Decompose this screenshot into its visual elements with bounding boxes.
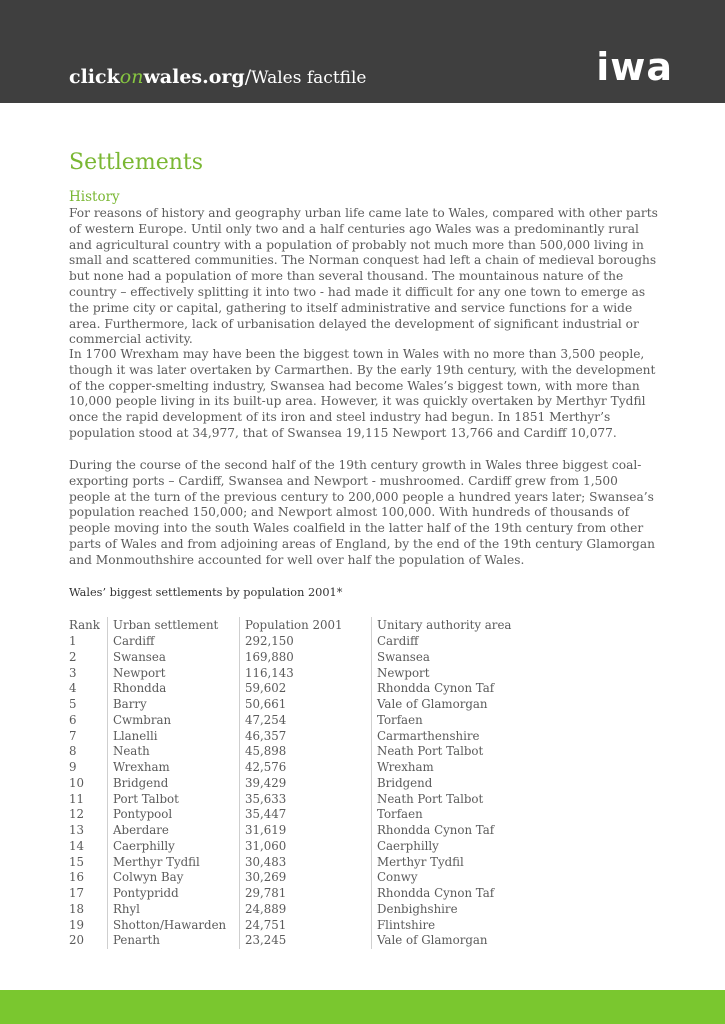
table-body — [69, 634, 529, 949]
cell-settlement: Pontypridd — [108, 886, 240, 902]
cell-authority: Denbighshire — [372, 902, 530, 918]
cell-authority: Rhondda Cynon Taf — [372, 823, 530, 839]
cell-population: 42,576 — [240, 760, 372, 776]
cell-authority: Vale of Glamorgan — [372, 697, 530, 713]
cell-population: 30,269 — [240, 870, 372, 886]
table-row — [69, 839, 529, 855]
table-row — [69, 870, 529, 886]
header-authority: Unitary authority area — [372, 617, 530, 634]
cell-authority: Newport — [372, 666, 530, 682]
table-row — [69, 634, 529, 650]
cell-rank: 6 — [69, 712, 77, 727]
paragraph-2: In 1700 Wrexham may have been the biggest town in Wales with no more than 3,500 people, though it was later overtaken by Carmarthen. By the early 19th century, with the development of the copper-smelting industry, Swansea had become Wales’s biggest town, with more than 10,000 people living in its built-up area. However, it was quickly overtaken by Merthyr Tydfil once the rapid development of its iron and steel industry had begun. In 1851 Merthyr’s population stood at 34,977, that of Swansea 19,115 Newport 13,766 and Cardiff 10,077. — [69, 347, 656, 440]
cell-population: 31,619 — [240, 823, 372, 839]
cell-rank: 12 — [69, 807, 85, 822]
cell-population: 29,781 — [240, 886, 372, 902]
page-header — [0, 0, 725, 103]
cell-settlement: Newport — [108, 666, 240, 682]
cell-settlement: Rhyl — [108, 902, 240, 918]
cell-authority: Swansea — [372, 650, 530, 666]
cell-settlement: Rhondda — [108, 681, 240, 697]
cell-authority: Conwy — [372, 870, 530, 886]
table-row — [69, 855, 529, 871]
cell-rank: 3 — [69, 665, 77, 680]
cell-rank: 15 — [69, 854, 85, 869]
cell-authority: Neath Port Talbot — [372, 744, 530, 760]
settlements-table — [69, 617, 529, 949]
cell-settlement: Barry — [108, 697, 240, 713]
brand-on: on — [119, 66, 144, 88]
cell-rank: 10 — [69, 775, 85, 790]
cell-rank: 13 — [69, 823, 85, 837]
brand-separator: / — [244, 66, 252, 88]
cell-population: 59,602 — [240, 681, 372, 697]
header-population: Population 2001 — [240, 617, 372, 634]
table-row — [69, 886, 529, 902]
iwa-logo: iwa — [596, 45, 673, 89]
paragraph-3: During the course of the second half of the 19th century growth in Wales three biggest coal-exporting ports – Cardiff, Swansea and Newport - mushroomed. Cardiff grew from 1,500 people at the turn of the previous century to 200,000 people a hundred years later; Swansea’s population reached 150,000; and Newport almost 100,000. With hundreds of thousands of people moving into the south Wales coalfield in the latter half of the 19th century from other parts of Wales and from adjoining areas of England, by the end of the 19th century Glamorgan and Monmouthshire accounted for well over half the population of Wales. — [69, 458, 655, 567]
cell-authority: Rhondda Cynon Taf — [372, 886, 530, 902]
cell-authority: Torfaen — [372, 713, 530, 729]
table-row — [69, 666, 529, 682]
brand-click: click — [69, 66, 120, 88]
cell-rank: 17 — [69, 886, 85, 900]
cell-authority: Cardiff — [372, 634, 530, 650]
cell-settlement: Pontypool — [108, 807, 240, 823]
cell-authority: Flintshire — [372, 918, 530, 934]
brand-subtitle: Wales factfile — [251, 68, 367, 88]
table-row — [69, 650, 529, 666]
cell-authority: Neath Port Talbot — [372, 792, 530, 808]
table-row — [69, 713, 529, 729]
cell-rank: 4 — [69, 681, 77, 696]
table-row — [69, 918, 529, 934]
cell-population: 24,889 — [240, 902, 372, 918]
header-rank: Rank — [69, 618, 100, 632]
table-row — [69, 697, 529, 713]
cell-population: 35,633 — [240, 792, 372, 808]
table-row — [69, 729, 529, 745]
cell-population: 50,661 — [240, 697, 372, 713]
table-row — [69, 760, 529, 776]
cell-population: 292,150 — [240, 634, 372, 650]
cell-population: 23,245 — [240, 933, 372, 949]
cell-authority: Bridgend — [372, 776, 530, 792]
cell-rank: 20 — [69, 933, 85, 948]
cell-settlement: Shotton/Hawarden — [108, 918, 240, 934]
table-row — [69, 902, 529, 918]
cell-population: 169,880 — [240, 650, 372, 666]
cell-authority: Wrexham — [372, 760, 530, 776]
cell-population: 39,429 — [240, 776, 372, 792]
cell-population: 31,060 — [240, 839, 372, 855]
cell-rank: 5 — [69, 697, 77, 711]
cell-population: 30,483 — [240, 855, 372, 871]
table-row — [69, 823, 529, 839]
cell-rank: 14 — [69, 838, 85, 853]
cell-settlement: Bridgend — [108, 776, 240, 792]
cell-settlement: Cwmbran — [108, 713, 240, 729]
header-settlement: Urban settlement — [108, 617, 240, 634]
section-heading: History — [69, 189, 120, 205]
cell-settlement: Neath — [108, 744, 240, 760]
site-brand[interactable] — [69, 66, 366, 88]
cell-population: 35,447 — [240, 807, 372, 823]
cell-rank: 16 — [69, 870, 85, 885]
table-title: Wales’ biggest settlements by population 2001* — [69, 586, 343, 599]
cell-rank: 18 — [69, 901, 85, 916]
table-header-row — [69, 617, 529, 634]
cell-authority: Merthyr Tydfil — [372, 855, 530, 871]
cell-settlement: Merthyr Tydfil — [108, 855, 240, 871]
table-row — [69, 776, 529, 792]
cell-authority: Torfaen — [372, 807, 530, 823]
cell-settlement: Aberdare — [108, 823, 240, 839]
cell-rank: 1 — [69, 634, 77, 648]
cell-rank: 9 — [69, 760, 77, 774]
cell-settlement: Colwyn Bay — [108, 870, 240, 886]
cell-settlement: Swansea — [108, 650, 240, 666]
table-row — [69, 681, 529, 697]
cell-rank: 7 — [69, 728, 77, 743]
cell-authority: Caerphilly — [372, 839, 530, 855]
cell-settlement: Cardiff — [108, 634, 240, 650]
cell-settlement: Penarth — [108, 933, 240, 949]
cell-rank: 2 — [69, 649, 77, 664]
cell-authority: Vale of Glamorgan — [372, 933, 530, 949]
cell-rank: 11 — [69, 791, 85, 806]
cell-population: 45,898 — [240, 744, 372, 760]
cell-settlement: Port Talbot — [108, 792, 240, 808]
cell-rank: 8 — [69, 744, 77, 759]
cell-population: 46,357 — [240, 729, 372, 745]
table-row — [69, 933, 529, 949]
cell-settlement: Wrexham — [108, 760, 240, 776]
cell-authority: Rhondda Cynon Taf — [372, 681, 530, 697]
cell-population: 47,254 — [240, 713, 372, 729]
cell-settlement: Caerphilly — [108, 839, 240, 855]
cell-population: 24,751 — [240, 918, 372, 934]
cell-settlement: Llanelli — [108, 729, 240, 745]
table-row — [69, 807, 529, 823]
table-row — [69, 792, 529, 808]
cell-authority: Carmarthenshire — [372, 729, 530, 745]
table-row — [69, 744, 529, 760]
brand-wales: wales.org — [143, 66, 245, 88]
page-title: Settlements — [69, 150, 204, 175]
cell-rank: 19 — [69, 917, 85, 932]
paragraph-1: For reasons of history and geography urban life came late to Wales, compared with other parts of western Europe. Until only two and a half centuries ago Wales was a predominantly rural and agricultural country with a population of probably not much more than 500,000 living in small and scattered communities. The Norman conquest had left a chain of medieval boroughs but none had a population of more than several thousand. The mountainous nature of the country – effectively splitting it into two - had made it difficult for any one town to emerge as the prime city or capital, gathering to itself administrative and service functions for a wide area. Furthermore, lack of urbanisation delayed the development of significant industrial or commercial activity. — [69, 206, 658, 347]
cell-population: 116,143 — [240, 666, 372, 682]
page-footer-bar — [0, 990, 725, 1024]
